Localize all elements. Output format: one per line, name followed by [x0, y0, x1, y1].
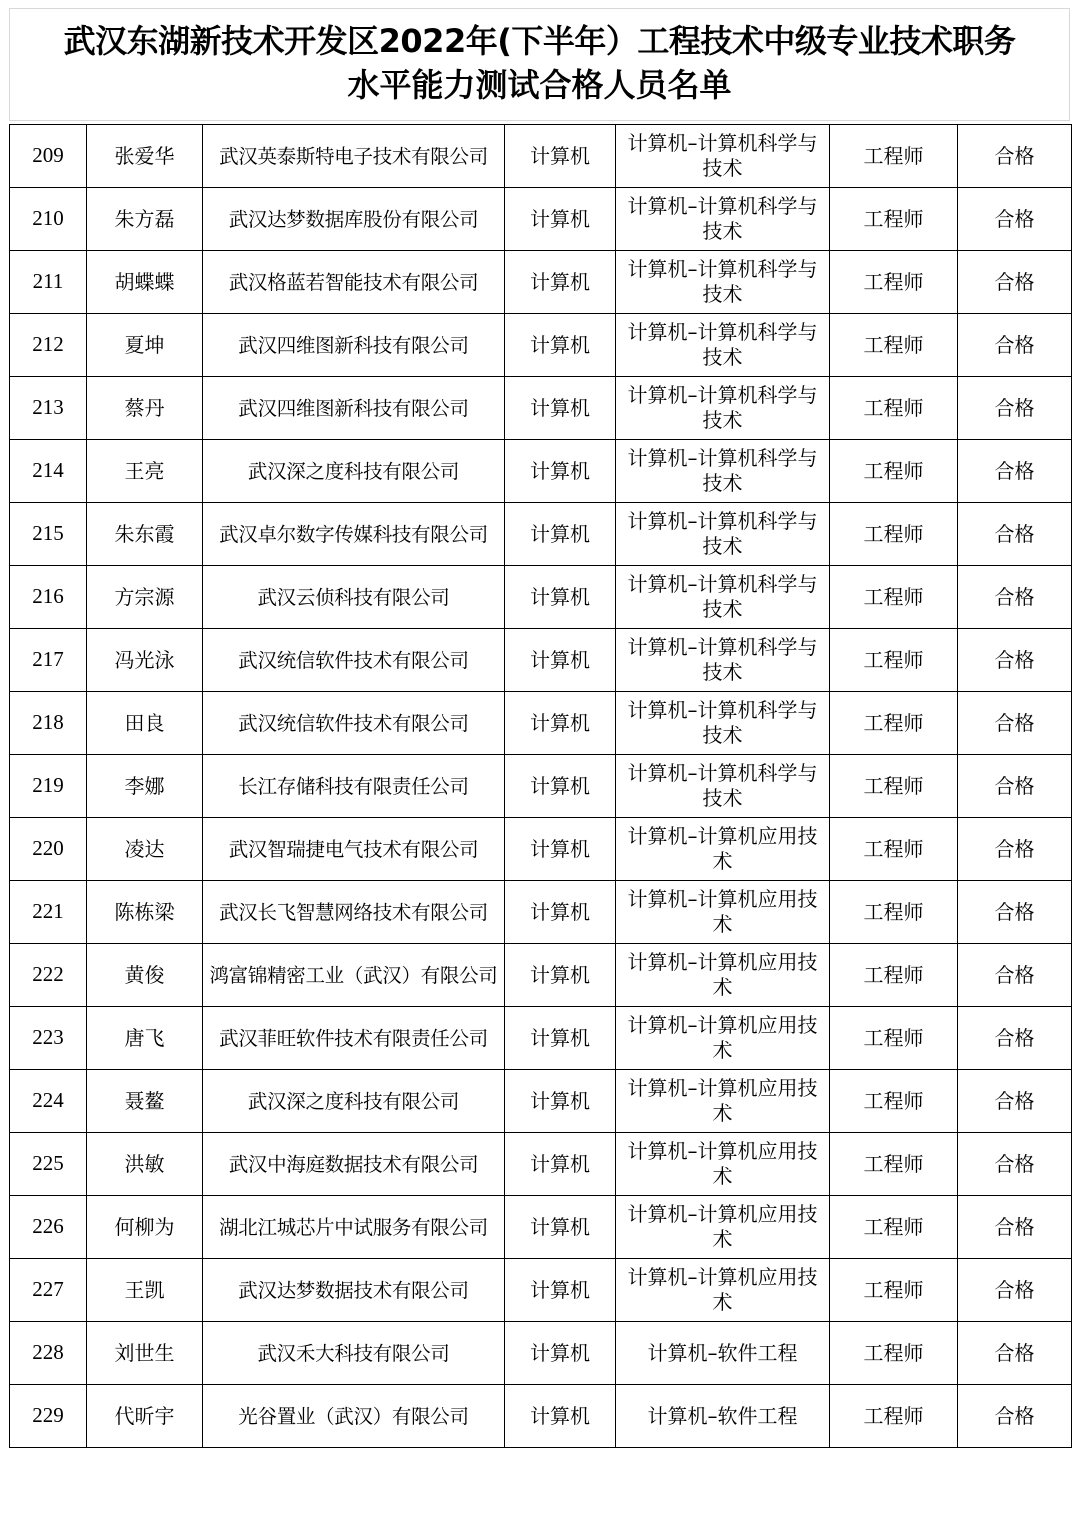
- table-row: [10, 314, 1072, 377]
- specialty-cell: 计算机–计算机应用技术: [616, 1007, 830, 1070]
- person-name-cell: 刘世生: [87, 1322, 203, 1385]
- title-line-2: 水平能力测试合格人员名单: [347, 66, 732, 104]
- specialty-cell: 计算机–计算机科学与技术: [616, 440, 830, 503]
- row-number-cell: 214: [10, 440, 87, 503]
- specialty-cell: 计算机–计算机科学与技术: [616, 503, 830, 566]
- test-result-cell: 合格: [958, 503, 1072, 566]
- table-row: [10, 1322, 1072, 1385]
- person-name-cell: 王亮: [87, 440, 203, 503]
- table-row: [10, 1070, 1072, 1133]
- test-result-cell: 合格: [958, 755, 1072, 818]
- person-name-cell: 夏坤: [87, 314, 203, 377]
- table-row: [10, 1259, 1072, 1322]
- professional-title-cell: 工程师: [830, 125, 958, 188]
- company-name-cell: 武汉英泰斯特电子技术有限公司: [203, 125, 505, 188]
- person-name-cell: 朱东霞: [87, 503, 203, 566]
- professional-title-cell: 工程师: [830, 818, 958, 881]
- row-number-cell: 210: [10, 188, 87, 251]
- person-name-cell: 蔡丹: [87, 377, 203, 440]
- person-name-cell: 洪敏: [87, 1133, 203, 1196]
- person-name-cell: 聂鳌: [87, 1070, 203, 1133]
- table-row: [10, 377, 1072, 440]
- person-name-cell: 方宗源: [87, 566, 203, 629]
- test-result-cell: 合格: [958, 944, 1072, 1007]
- row-number-cell: 229: [10, 1385, 87, 1448]
- row-number-cell: 225: [10, 1133, 87, 1196]
- specialty-cell: 计算机–计算机应用技术: [616, 1070, 830, 1133]
- row-number-cell: 228: [10, 1322, 87, 1385]
- professional-title-cell: 工程师: [830, 881, 958, 944]
- field-category-cell: 计算机: [505, 1196, 616, 1259]
- field-category-cell: 计算机: [505, 188, 616, 251]
- professional-title-cell: 工程师: [830, 566, 958, 629]
- row-number-cell: 217: [10, 629, 87, 692]
- specialty-cell: 计算机–计算机科学与技术: [616, 692, 830, 755]
- professional-title-cell: 工程师: [830, 377, 958, 440]
- company-name-cell: 湖北江城芯片中试服务有限公司: [203, 1196, 505, 1259]
- field-category-cell: 计算机: [505, 1133, 616, 1196]
- company-name-cell: 武汉中海庭数据技术有限公司: [203, 1133, 505, 1196]
- person-name-cell: 何柳为: [87, 1196, 203, 1259]
- professional-title-cell: 工程师: [830, 692, 958, 755]
- row-number-cell: 212: [10, 314, 87, 377]
- company-name-cell: 长江存储科技有限责任公司: [203, 755, 505, 818]
- row-number-cell: 216: [10, 566, 87, 629]
- professional-title-cell: 工程师: [830, 629, 958, 692]
- person-name-cell: 田良: [87, 692, 203, 755]
- company-name-cell: 武汉卓尔数字传媒科技有限公司: [203, 503, 505, 566]
- person-name-cell: 冯光泳: [87, 629, 203, 692]
- professional-title-cell: 工程师: [830, 1196, 958, 1259]
- company-name-cell: 武汉深之度科技有限公司: [203, 1070, 505, 1133]
- table-row: [10, 251, 1072, 314]
- test-result-cell: 合格: [958, 1070, 1072, 1133]
- specialty-cell: 计算机–计算机应用技术: [616, 1259, 830, 1322]
- person-name-cell: 胡蝶蝶: [87, 251, 203, 314]
- test-result-cell: 合格: [958, 1259, 1072, 1322]
- test-result-cell: 合格: [958, 1322, 1072, 1385]
- field-category-cell: 计算机: [505, 503, 616, 566]
- field-category-cell: 计算机: [505, 251, 616, 314]
- professional-title-cell: 工程师: [830, 1007, 958, 1070]
- professional-title-cell: 工程师: [830, 440, 958, 503]
- row-number-cell: 215: [10, 503, 87, 566]
- field-category-cell: 计算机: [505, 629, 616, 692]
- test-result-cell: 合格: [958, 692, 1072, 755]
- test-result-cell: 合格: [958, 881, 1072, 944]
- test-result-cell: 合格: [958, 125, 1072, 188]
- professional-title-cell: 工程师: [830, 314, 958, 377]
- person-name-cell: 代昕宇: [87, 1385, 203, 1448]
- person-name-cell: 李娜: [87, 755, 203, 818]
- field-category-cell: 计算机: [505, 377, 616, 440]
- company-name-cell: 武汉统信软件技术有限公司: [203, 629, 505, 692]
- field-category-cell: 计算机: [505, 944, 616, 1007]
- table-row: [10, 755, 1072, 818]
- test-result-cell: 合格: [958, 818, 1072, 881]
- person-name-cell: 张爱华: [87, 125, 203, 188]
- field-category-cell: 计算机: [505, 1259, 616, 1322]
- table-row: [10, 692, 1072, 755]
- field-category-cell: 计算机: [505, 692, 616, 755]
- row-number-cell: 211: [10, 251, 87, 314]
- professional-title-cell: 工程师: [830, 755, 958, 818]
- specialty-cell: 计算机–计算机应用技术: [616, 944, 830, 1007]
- row-number-cell: 227: [10, 1259, 87, 1322]
- table-row: [10, 881, 1072, 944]
- person-name-cell: 黄俊: [87, 944, 203, 1007]
- table-row: [10, 944, 1072, 1007]
- company-name-cell: 光谷置业（武汉）有限公司: [203, 1385, 505, 1448]
- specialty-cell: 计算机–计算机科学与技术: [616, 566, 830, 629]
- company-name-cell: 武汉达梦数据库股份有限公司: [203, 188, 505, 251]
- professional-title-cell: 工程师: [830, 1385, 958, 1448]
- test-result-cell: 合格: [958, 440, 1072, 503]
- row-number-cell: 226: [10, 1196, 87, 1259]
- company-name-cell: 武汉禾大科技有限公司: [203, 1322, 505, 1385]
- table-row: [10, 566, 1072, 629]
- row-number-cell: 218: [10, 692, 87, 755]
- test-result-cell: 合格: [958, 629, 1072, 692]
- specialty-cell: 计算机–软件工程: [616, 1322, 830, 1385]
- document-title: [9, 8, 1070, 121]
- field-category-cell: 计算机: [505, 1070, 616, 1133]
- company-name-cell: 武汉四维图新科技有限公司: [203, 377, 505, 440]
- specialty-cell: 计算机–计算机应用技术: [616, 881, 830, 944]
- table-row: [10, 1385, 1072, 1448]
- specialty-cell: 计算机–计算机应用技术: [616, 1196, 830, 1259]
- table-row: [10, 188, 1072, 251]
- row-number-cell: 222: [10, 944, 87, 1007]
- company-name-cell: 武汉云侦科技有限公司: [203, 566, 505, 629]
- professional-title-cell: 工程师: [830, 1259, 958, 1322]
- row-number-cell: 219: [10, 755, 87, 818]
- field-category-cell: 计算机: [505, 566, 616, 629]
- company-name-cell: 武汉智瑞捷电气技术有限公司: [203, 818, 505, 881]
- specialty-cell: 计算机–计算机科学与技术: [616, 314, 830, 377]
- test-result-cell: 合格: [958, 377, 1072, 440]
- professional-title-cell: 工程师: [830, 251, 958, 314]
- person-name-cell: 朱方磊: [87, 188, 203, 251]
- professional-title-cell: 工程师: [830, 188, 958, 251]
- table-body: [10, 125, 1072, 1448]
- table-row: [10, 629, 1072, 692]
- company-name-cell: 武汉格蓝若智能技术有限公司: [203, 251, 505, 314]
- table-row: [10, 818, 1072, 881]
- specialty-cell: 计算机–计算机应用技术: [616, 818, 830, 881]
- row-number-cell: 220: [10, 818, 87, 881]
- table-row: [10, 503, 1072, 566]
- specialty-cell: 计算机–计算机科学与技术: [616, 125, 830, 188]
- professional-title-cell: 工程师: [830, 1133, 958, 1196]
- professional-title-cell: 工程师: [830, 1322, 958, 1385]
- test-result-cell: 合格: [958, 314, 1072, 377]
- row-number-cell: 223: [10, 1007, 87, 1070]
- specialty-cell: 计算机–计算机科学与技术: [616, 629, 830, 692]
- person-name-cell: 王凯: [87, 1259, 203, 1322]
- test-result-cell: 合格: [958, 251, 1072, 314]
- field-category-cell: 计算机: [505, 1385, 616, 1448]
- specialty-cell: 计算机–计算机科学与技术: [616, 377, 830, 440]
- test-result-cell: 合格: [958, 1385, 1072, 1448]
- row-number-cell: 213: [10, 377, 87, 440]
- field-category-cell: 计算机: [505, 1322, 616, 1385]
- specialty-cell: 计算机–计算机科学与技术: [616, 251, 830, 314]
- professional-title-cell: 工程师: [830, 944, 958, 1007]
- specialty-cell: 计算机–计算机科学与技术: [616, 755, 830, 818]
- row-number-cell: 224: [10, 1070, 87, 1133]
- test-result-cell: 合格: [958, 1133, 1072, 1196]
- table-row: [10, 1196, 1072, 1259]
- qualified-personnel-table: [9, 124, 1072, 1448]
- company-name-cell: 武汉四维图新科技有限公司: [203, 314, 505, 377]
- field-category-cell: 计算机: [505, 125, 616, 188]
- professional-title-cell: 工程师: [830, 1070, 958, 1133]
- field-category-cell: 计算机: [505, 881, 616, 944]
- test-result-cell: 合格: [958, 1196, 1072, 1259]
- test-result-cell: 合格: [958, 566, 1072, 629]
- company-name-cell: 武汉深之度科技有限公司: [203, 440, 505, 503]
- specialty-cell: 计算机–软件工程: [616, 1385, 830, 1448]
- table-row: [10, 1133, 1072, 1196]
- field-category-cell: 计算机: [505, 440, 616, 503]
- field-category-cell: 计算机: [505, 818, 616, 881]
- test-result-cell: 合格: [958, 188, 1072, 251]
- field-category-cell: 计算机: [505, 1007, 616, 1070]
- company-name-cell: 武汉长飞智慧网络技术有限公司: [203, 881, 505, 944]
- company-name-cell: 武汉菲旺软件技术有限责任公司: [203, 1007, 505, 1070]
- person-name-cell: 唐飞: [87, 1007, 203, 1070]
- specialty-cell: 计算机–计算机应用技术: [616, 1133, 830, 1196]
- company-name-cell: 武汉统信软件技术有限公司: [203, 692, 505, 755]
- table-row: [10, 1007, 1072, 1070]
- professional-title-cell: 工程师: [830, 503, 958, 566]
- person-name-cell: 凌达: [87, 818, 203, 881]
- title-line-1: 武汉东湖新技术开发区2022年(下半年）工程技术中级专业技术职务: [63, 22, 1016, 60]
- field-category-cell: 计算机: [505, 314, 616, 377]
- table-row: [10, 440, 1072, 503]
- test-result-cell: 合格: [958, 1007, 1072, 1070]
- company-name-cell: 鸿富锦精密工业（武汉）有限公司: [203, 944, 505, 1007]
- person-name-cell: 陈栋梁: [87, 881, 203, 944]
- row-number-cell: 209: [10, 125, 87, 188]
- row-number-cell: 221: [10, 881, 87, 944]
- field-category-cell: 计算机: [505, 755, 616, 818]
- company-name-cell: 武汉达梦数据技术有限公司: [203, 1259, 505, 1322]
- table-row: [10, 125, 1072, 188]
- specialty-cell: 计算机–计算机科学与技术: [616, 188, 830, 251]
